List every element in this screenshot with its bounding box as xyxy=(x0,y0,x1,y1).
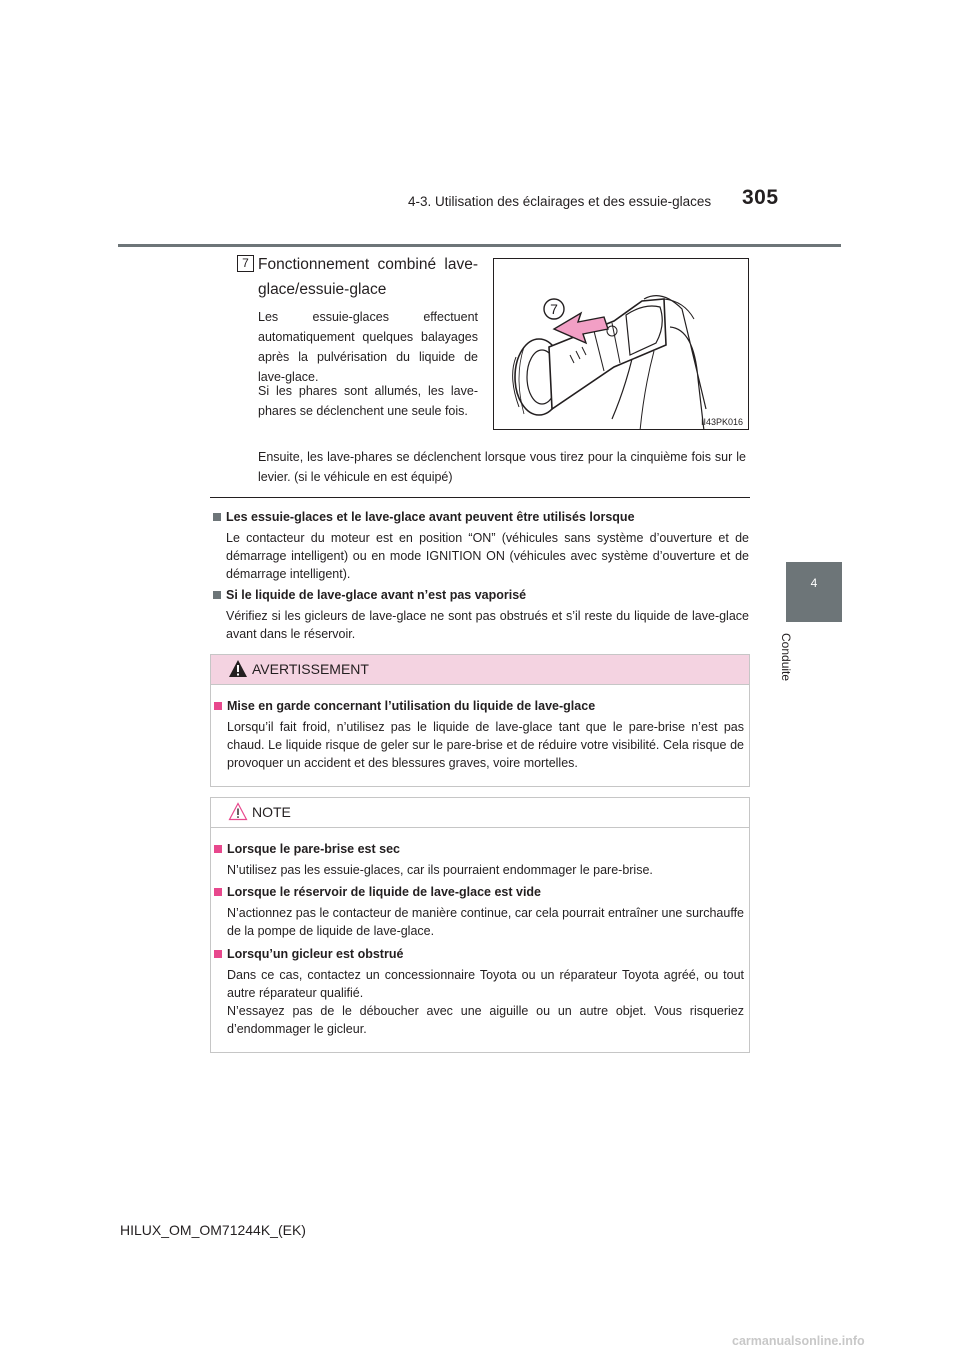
note-item xyxy=(213,508,749,583)
lever-pull-drawing xyxy=(494,259,749,430)
bullet-square-icon xyxy=(214,702,222,710)
warning-item xyxy=(214,697,744,772)
illustration-code: II43PK016 xyxy=(700,417,743,427)
note-box-heading: Lorsque le pare-brise est sec xyxy=(227,842,400,856)
note-box-body: N’actionnez pas le contacteur de manière continue, car cela pourrait entraîner une surchauffe de la pompe de liquide de lave-glace. xyxy=(227,906,744,938)
note-body: Le contacteur du moteur est en position “ON” (véhicules sans système d’ouverture et de démarrage intelligent) ou en mode IGNITION ON (véhicules avec système d’ouverture et de démarrage intelligent). xyxy=(226,531,749,581)
page-number: 305 xyxy=(742,186,779,209)
warning-title: AVERTISSEMENT xyxy=(252,661,369,677)
section-title: 4-3. Utilisation des éclairages et des essuie-glaces xyxy=(408,194,712,209)
step-paragraph-1: Les essuie-glaces effectuent automatiquement quelques balayages après la pulvérisation du liquide de lave-glace. xyxy=(258,310,478,384)
caution-triangle-icon xyxy=(228,802,248,821)
bullet-square-icon xyxy=(214,845,222,853)
note-box-item xyxy=(214,883,744,940)
illustration-callout: 7 xyxy=(550,301,558,317)
step-paragraph-2: Si les phares sont allumés, les lave-phares se déclenchent une seule fois. xyxy=(258,384,478,418)
bullet-square-icon xyxy=(213,513,221,521)
note-box-heading: Lorsqu’un gicleur est obstrué xyxy=(227,947,404,961)
note-box-heading: Lorsque le réservoir de liquide de lave-glace est vide xyxy=(227,885,542,899)
bullet-square-icon xyxy=(213,591,221,599)
bullet-square-icon xyxy=(214,950,222,958)
note-box-body-2: N’essayez pas de le déboucher avec une aiguille ou un autre objet. Vous risqueriez d’endommager le gicleur. xyxy=(227,1004,744,1036)
step-title: Fonctionnement combiné lave-glace/essuie-glace xyxy=(258,256,478,298)
watermark: carmanualsonline.info xyxy=(732,1334,865,1348)
note-box-body: Dans ce cas, contactez un concessionnaire Toyota ou un réparateur Toyota agréé, ou tout autre réparateur qualifié. xyxy=(227,968,744,1000)
bullet-square-icon xyxy=(214,888,222,896)
warning-body: Lorsqu’il fait froid, n’utilisez pas le liquide de lave-glace tant que le pare-brise n’est pas chaud. Le liquide risque de geler sur le pare-brise et de réduire votre visibilité. Cela risque de provoquer un accident et des blessures graves, voire mortelles. xyxy=(227,720,744,770)
warning-heading: Mise en garde concernant l’utilisation du liquide de lave-glace xyxy=(227,699,596,713)
wiper-lever-illustration xyxy=(493,258,749,430)
chapter-label xyxy=(779,633,810,693)
note-box-item xyxy=(214,840,744,879)
note-body: Vérifiez si les gicleurs de lave-glace ne sont pas obstrués et s’il reste du liquide de lave-glace avant dans le réservoir. xyxy=(226,609,749,641)
note-heading: Si le liquide de lave-glace avant n’est pas vaporisé xyxy=(226,588,527,602)
warning-triangle-icon xyxy=(228,659,248,678)
footer-document-code: HILUX_OM_OM71244K_(EK) xyxy=(120,1222,306,1238)
section-divider xyxy=(210,497,750,498)
chapter-label-text: Conduite xyxy=(779,633,793,682)
step-number-box: 7 xyxy=(237,255,254,272)
note-box-item xyxy=(214,945,744,1038)
note-item xyxy=(213,586,749,643)
note-header xyxy=(211,798,749,828)
note-title: NOTE xyxy=(252,804,291,820)
warning-box xyxy=(210,654,750,787)
header-divider xyxy=(118,244,841,247)
note-box-body: N’utilisez pas les essuie-glaces, car ils pourraient endommager le pare-brise. xyxy=(227,863,653,877)
chapter-tab xyxy=(786,562,842,622)
note-box xyxy=(210,797,750,1053)
chapter-number: 4 xyxy=(810,576,818,590)
note-heading: Les essuie-glaces et le lave-glace avant peuvent être utilisés lorsque xyxy=(226,510,635,524)
step-paragraph-3: Ensuite, les lave-phares se déclenchent lorsque vous tirez pour la cinquième fois sur le levier. (si le véhicule en est équipé) xyxy=(258,450,746,484)
warning-header xyxy=(211,655,749,685)
